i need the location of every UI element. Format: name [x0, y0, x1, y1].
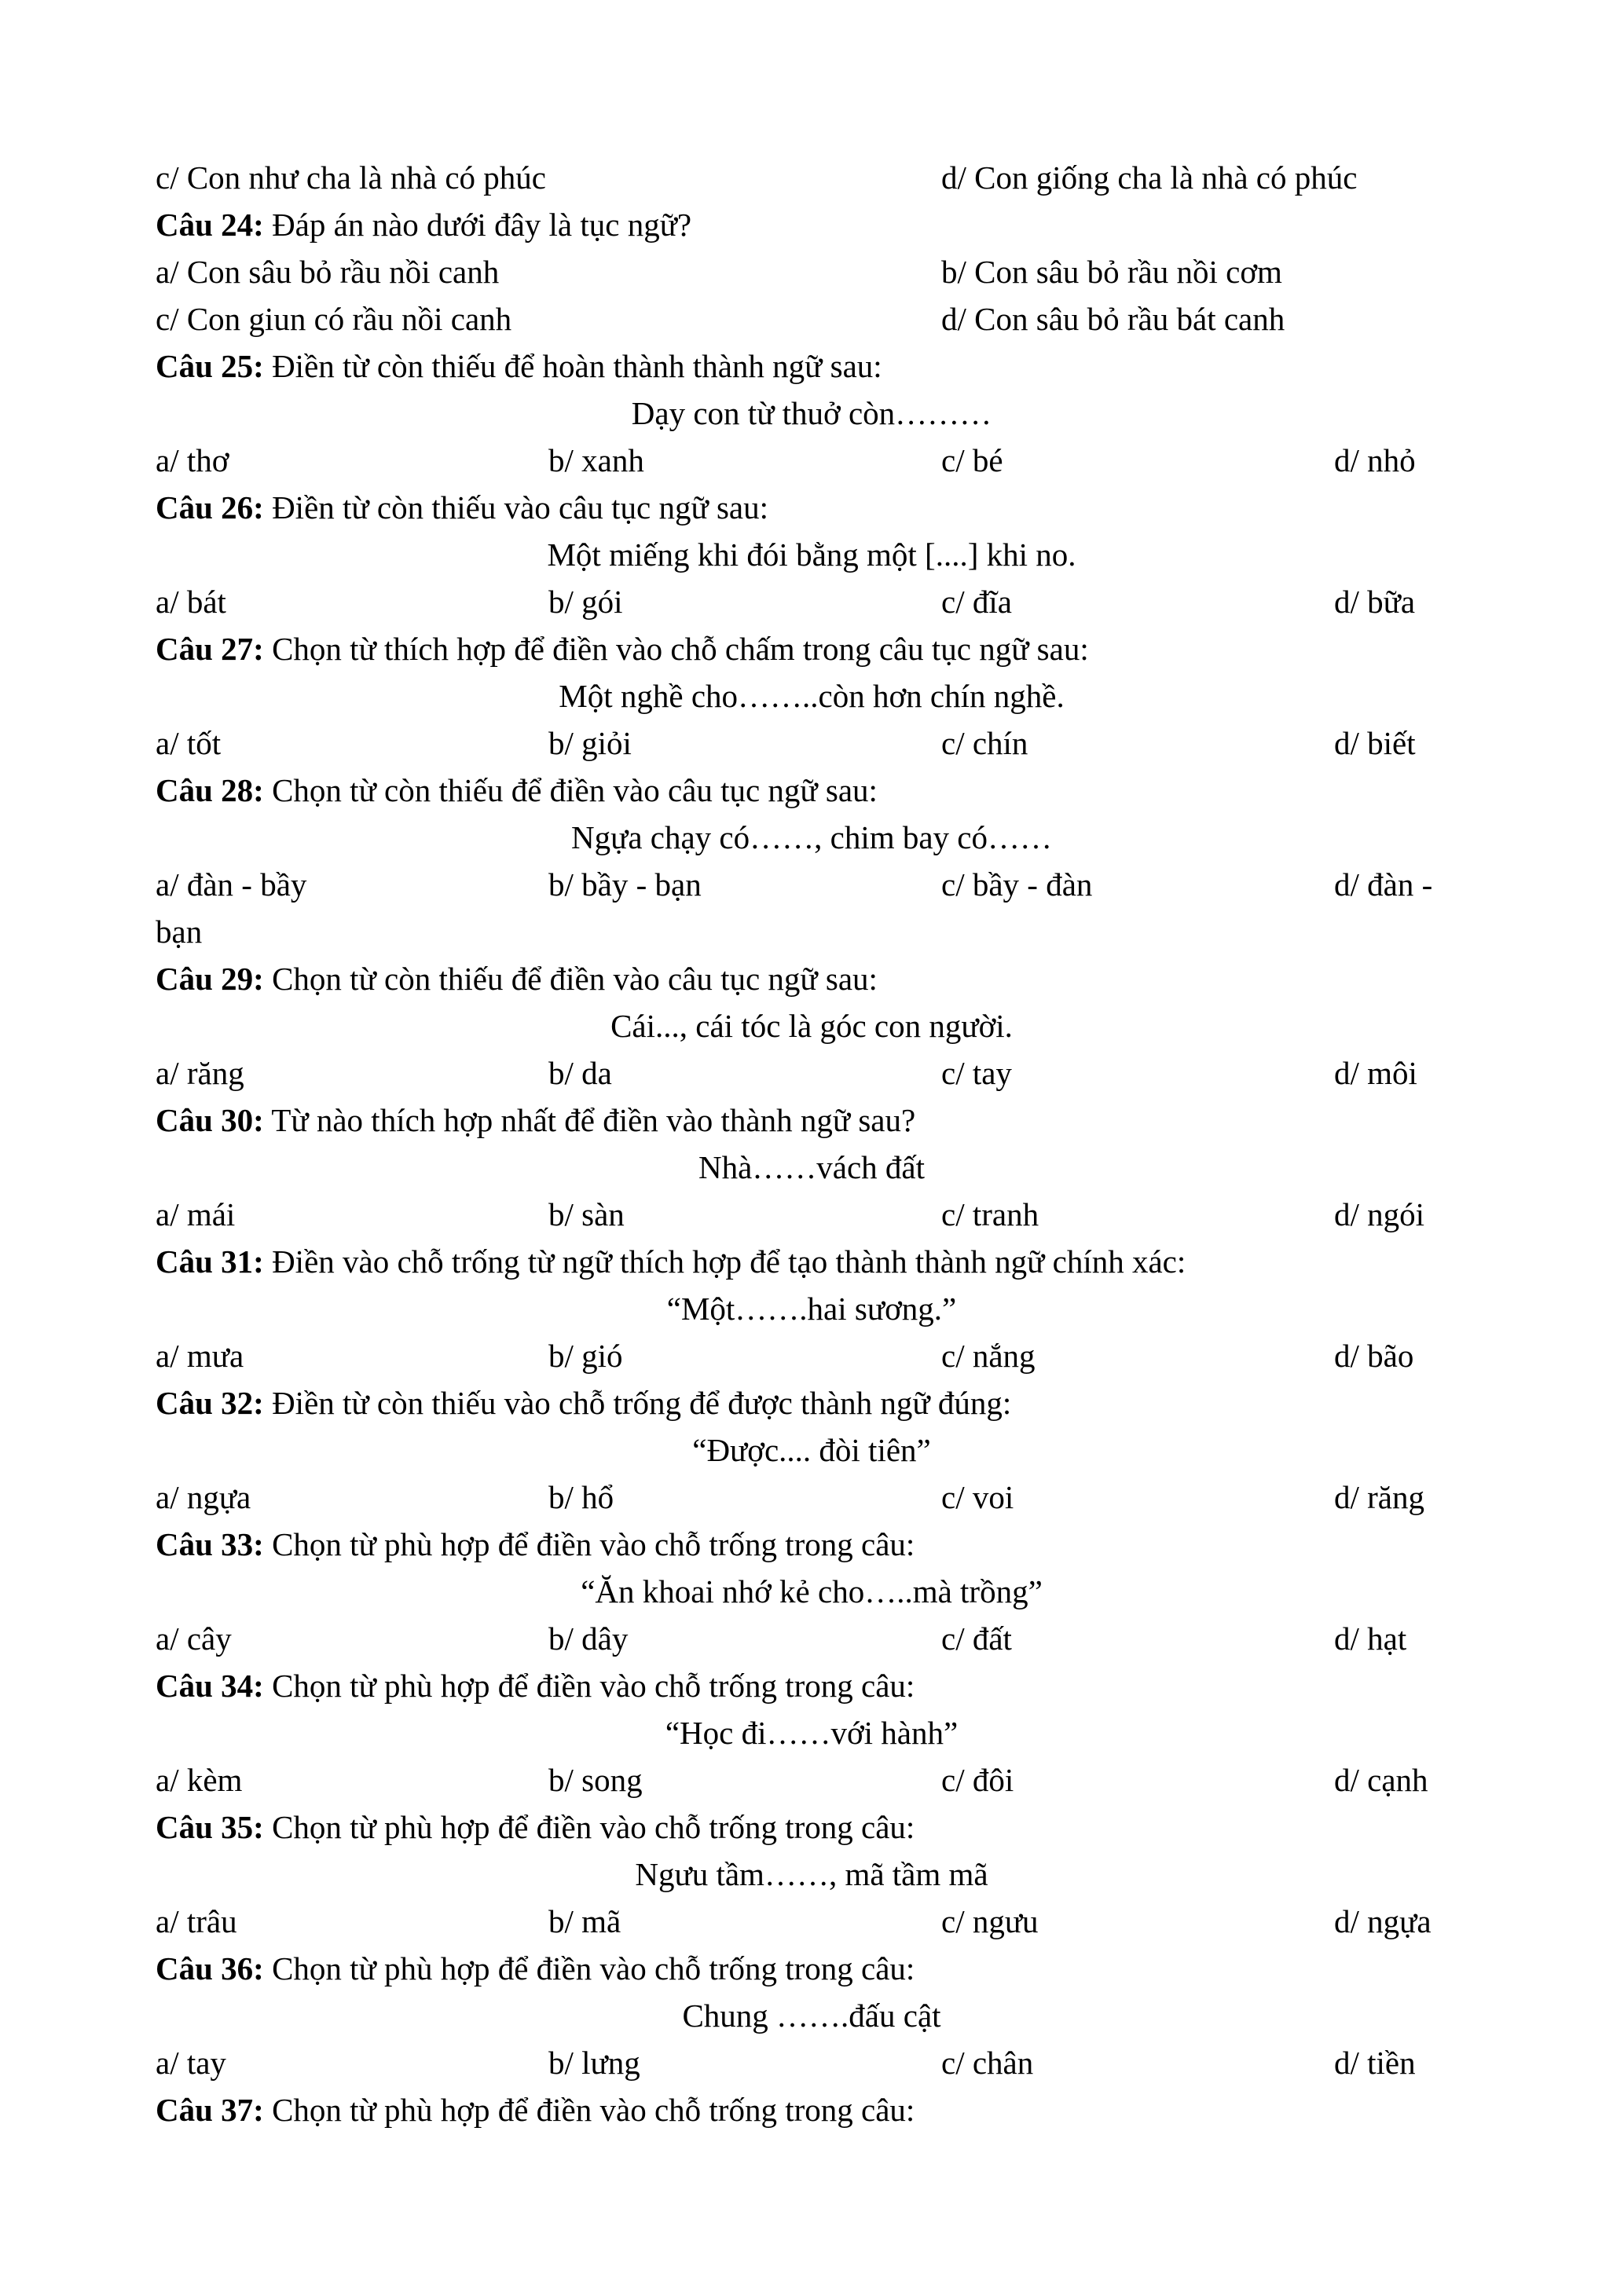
option-a: a/ mái: [156, 1196, 236, 1232]
option-c: c/ chân: [941, 2045, 1034, 2081]
option-c: c/ ngưu: [941, 1903, 1039, 1939]
question-text: Chọn từ thích hợp để điền vào chỗ chấm trong câu tục ngữ sau:: [263, 631, 1089, 667]
option-d: d/ răng: [1334, 1479, 1424, 1515]
option-b: b/ giỏi: [548, 725, 632, 761]
option-c: c/ đôi: [941, 1762, 1014, 1798]
option-c: c/ Con giun có rầu nồi canh: [156, 301, 512, 337]
option-b: b/ xanh: [548, 442, 644, 478]
option-a: a/ kèm: [156, 1762, 243, 1798]
options-row: [156, 578, 1468, 625]
option-d: d/ ngói: [1334, 1196, 1425, 1232]
options-row: [156, 1191, 1468, 1238]
option-c: c/ bầy - đàn: [941, 866, 1093, 903]
question-phrase: Ngưu tầm……, mã tầm mã: [635, 1856, 988, 1892]
question-text: Chọn từ phù hợp để điền vào chỗ trống trong câu:: [263, 1950, 915, 1987]
question-text: Đáp án nào dưới đây là tục ngữ?: [263, 207, 692, 243]
question-29: [156, 955, 1468, 1002]
options-row: [156, 248, 1468, 295]
option-b: b/ gói: [548, 584, 623, 620]
question-phrase: “Được.... đòi tiên”: [692, 1432, 931, 1468]
question-36: [156, 1945, 1468, 1992]
option-c: c/ Con như cha là nhà có phúc: [156, 159, 546, 196]
question-label: Câu 24:: [156, 207, 264, 243]
options-row: [156, 1756, 1468, 1803]
options-row: [156, 1049, 1468, 1097]
option-c: c/ chín: [941, 725, 1028, 761]
question-label: Câu 30:: [156, 1102, 264, 1138]
question-label: Câu 28:: [156, 772, 264, 808]
question-text: Từ nào thích hợp nhất để điền vào thành ngữ sau?: [263, 1102, 916, 1138]
option-c: c/ tranh: [941, 1196, 1039, 1232]
option-a: a/ đàn - bầy: [156, 866, 307, 903]
question-text: Chọn từ phù hợp để điền vào chỗ trống trong câu:: [263, 1809, 915, 1845]
option-b: b/ dây: [548, 1620, 629, 1657]
question-24: [156, 201, 1468, 248]
option-b: b/ hổ: [548, 1479, 614, 1515]
question-30: [156, 1097, 1468, 1144]
option-d: d/ nhỏ: [1334, 442, 1416, 478]
question-25: [156, 342, 1468, 390]
question-text: Điền từ còn thiếu vào câu tục ngữ sau:: [263, 489, 769, 525]
option-d: d/ bão: [1334, 1338, 1414, 1374]
question-label: Câu 25:: [156, 348, 264, 384]
question-label: Câu 31:: [156, 1243, 264, 1280]
question-label: Câu 36:: [156, 1950, 264, 1987]
option-d: d/ ngựa: [1334, 1903, 1432, 1939]
option-b: b/ Con sâu bỏ rầu nồi cơm: [941, 254, 1282, 290]
question-label: Câu 32:: [156, 1385, 264, 1421]
option-c: c/ tay: [941, 1055, 1012, 1091]
options-row: [156, 2039, 1468, 2086]
question-phrase: “Một…….hai sương.”: [666, 1291, 957, 1327]
question-35: [156, 1803, 1468, 1851]
option-a: a/ tay: [156, 2045, 226, 2081]
option-a: a/ trâu: [156, 1903, 237, 1939]
options-row: [156, 437, 1468, 484]
option-a: a/ cây: [156, 1620, 232, 1657]
option-c: c/ voi: [941, 1479, 1014, 1515]
option-d: d/ biết: [1334, 725, 1416, 761]
option-a: a/ răng: [156, 1055, 244, 1091]
options-row: [156, 1898, 1468, 1945]
question-label: Câu 26:: [156, 489, 264, 525]
question-28: [156, 767, 1468, 814]
question-text: Điền vào chỗ trống từ ngữ thích hợp để tạo thành thành ngữ chính xác:: [263, 1243, 1186, 1280]
option-c: c/ nắng: [941, 1338, 1036, 1374]
options-row: [156, 295, 1468, 342]
question-text: Chọn từ còn thiếu để điền vào câu tục ngữ sau:: [263, 961, 878, 997]
option-a: a/ thơ: [156, 442, 229, 478]
question-phrase: Chung …….đấu cật: [682, 1998, 941, 2034]
question-text: Chọn từ phù hợp để điền vào chỗ trống trong câu:: [263, 1668, 915, 1704]
question-text: Chọn từ còn thiếu để điền vào câu tục ngữ sau:: [263, 772, 878, 808]
option-b: b/ song: [548, 1762, 643, 1798]
question-text: Điền từ còn thiếu để hoàn thành thành ngữ sau:: [263, 348, 882, 384]
option-a: a/ tốt: [156, 725, 222, 761]
options-row: [156, 1332, 1468, 1379]
question-text: Chọn từ phù hợp để điền vào chỗ trống trong câu:: [263, 1526, 915, 1562]
option-d: d/ cạnh: [1334, 1762, 1428, 1798]
options-row: [156, 1474, 1468, 1521]
options-row: [156, 861, 1468, 908]
option-d: d/ bữa: [1334, 584, 1416, 620]
question-label: Câu 29:: [156, 961, 264, 997]
question-34: [156, 1662, 1468, 1709]
option-a: a/ bát: [156, 584, 226, 620]
question-phrase: “Ăn khoai nhớ kẻ cho…..mà trồng”: [581, 1573, 1043, 1609]
question-label: Câu 33:: [156, 1526, 264, 1562]
options-row: [156, 154, 1468, 201]
option-b: b/ gió: [548, 1338, 623, 1374]
question-text: Chọn từ phù hợp để điền vào chỗ trống trong câu:: [263, 2092, 915, 2128]
question-label: Câu 35:: [156, 1809, 264, 1845]
option-d: d/ Con sâu bỏ rầu bát canh: [941, 301, 1285, 337]
question-phrase: Dạy con từ thuở còn………: [631, 395, 992, 431]
question-31: [156, 1238, 1468, 1285]
option-b: b/ bầy - bạn: [548, 866, 702, 903]
question-phrase: Một miếng khi đói bằng một [....] khi no.: [547, 536, 1076, 573]
option-d: d/ Con giống cha là nhà có phúc: [941, 159, 1358, 196]
option-c: c/ đĩa: [941, 584, 1012, 620]
options-row: [156, 1615, 1468, 1662]
question-37: [156, 2086, 1468, 2133]
question-label: Câu 34:: [156, 1668, 264, 1704]
option-d: d/ tiền: [1334, 2045, 1416, 2081]
option-c: c/ bé: [941, 442, 1003, 478]
question-label: Câu 37:: [156, 2092, 264, 2128]
option-b: b/ lưng: [548, 2045, 640, 2081]
options-row: [156, 720, 1468, 767]
question-text: Điền từ còn thiếu vào chỗ trống để được thành ngữ đúng:: [263, 1385, 1012, 1421]
question-phrase: Cái..., cái tóc là góc con người.: [610, 1008, 1013, 1044]
question-phrase: Nhà……vách đất: [698, 1149, 926, 1185]
option-a: a/ mưa: [156, 1338, 244, 1374]
option-d: d/ môi: [1334, 1055, 1417, 1091]
option-b: b/ mã: [548, 1903, 621, 1939]
question-27: [156, 625, 1468, 672]
option-a: a/ Con sâu bỏ rầu nồi canh: [156, 254, 500, 290]
option-b: b/ da: [548, 1055, 612, 1091]
quiz-content: [156, 154, 1468, 2133]
option-c: c/ đất: [941, 1620, 1012, 1657]
question-label: Câu 27:: [156, 631, 264, 667]
option-b: b/ sàn: [548, 1196, 625, 1232]
option-a: a/ ngựa: [156, 1479, 251, 1515]
question-32: [156, 1379, 1468, 1426]
option-wrap: bạn: [156, 914, 203, 950]
question-phrase: Ngựa chạy có……, chim bay có……: [571, 819, 1052, 855]
option-d: d/ hạt: [1334, 1620, 1407, 1657]
option-d: d/ đàn -: [1334, 866, 1433, 903]
question-26: [156, 484, 1468, 531]
question-phrase: “Học đi……với hành”: [665, 1715, 959, 1751]
question-phrase: Một nghề cho……..còn hơn chín nghề.: [559, 678, 1065, 714]
question-33: [156, 1521, 1468, 1568]
